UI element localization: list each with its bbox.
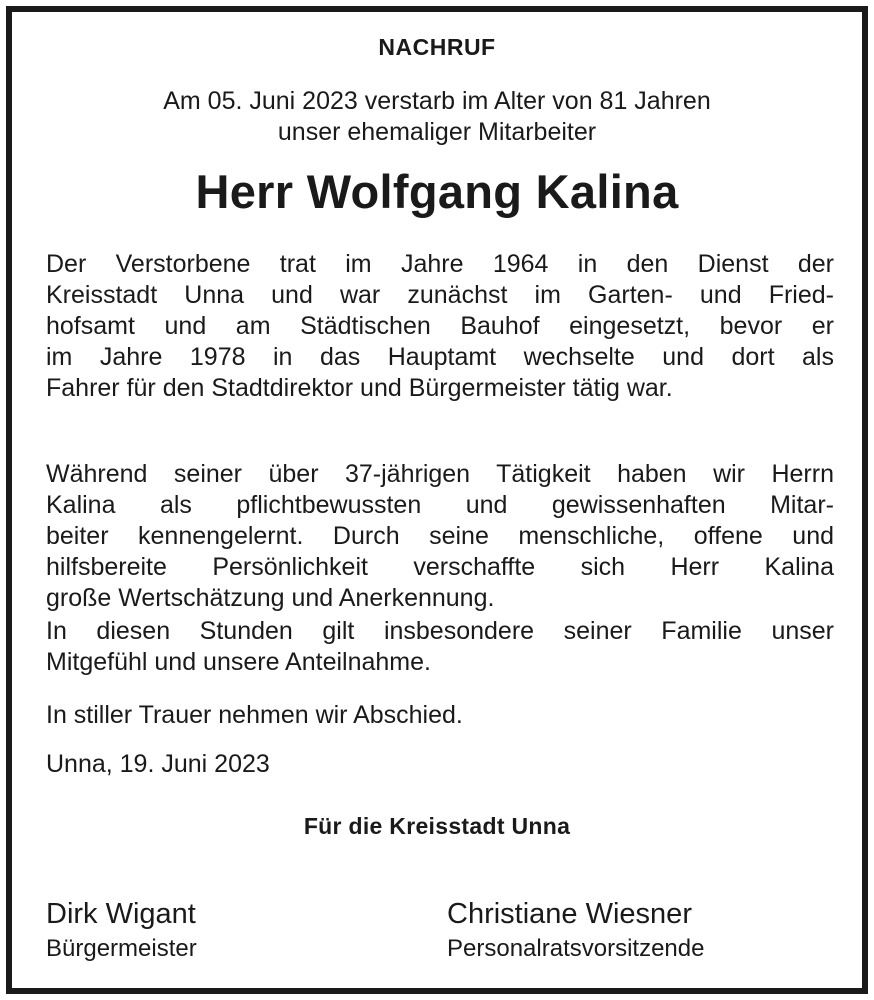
paragraph-line: Kalina als pflichtbewussten und gewissenhaften Mitar-	[46, 491, 834, 519]
organization-line: Für die Kreisstadt Unna	[303, 813, 571, 839]
intro-line-2: unser ehemaliger Mitarbeiter	[277, 118, 597, 146]
signatory-name: Christiane Wiesner	[447, 898, 692, 930]
paragraph-line: beiter kennengelernt. Durch seine menschliche, offene und	[46, 522, 834, 550]
signatory-role: Bürgermeister	[46, 935, 197, 962]
paragraph-line: Während seiner über 37-jährigen Tätigkeit haben wir Herrn	[46, 460, 834, 488]
paragraph-line: hilfsbereite Persönlichkeit verschaffte sich Herr Kalina	[46, 553, 834, 581]
paragraph-line: In diesen Stunden gilt insbesondere seiner Familie unser	[46, 617, 834, 645]
intro-line-1: Am 05. Juni 2023 verstarb im Alter von 81 Jahren	[163, 87, 711, 115]
notice-heading: NACHRUF	[378, 34, 496, 60]
paragraph-farewell	[46, 700, 834, 731]
paragraph-condolence	[46, 616, 834, 678]
signatory-right	[447, 896, 704, 966]
paragraph-line: Kreisstadt Unna und war zunächst im Garten- und Fried-	[46, 281, 834, 309]
paragraph-line: Der Verstorbene trat im Jahre 1964 in den Dienst der	[46, 250, 834, 278]
paragraph-line: Mitgefühl und unsere Anteilnahme.	[46, 648, 431, 676]
deceased-name: Herr Wolfgang Kalina	[195, 165, 679, 218]
place-and-date	[46, 749, 834, 780]
signatory-role: Personalratsvorsitzende	[447, 935, 705, 962]
signatory-name: Dirk Wigant	[46, 898, 196, 930]
paragraph-line: hofsamt und am Städtischen Bauhof eingesetzt, bevor er	[46, 312, 834, 340]
paragraph-appreciation	[46, 459, 834, 614]
paragraph-line: große Wertschätzung und Anerkennung.	[46, 584, 495, 612]
place-date-text: Unna, 19. Juni 2023	[46, 750, 270, 778]
paragraph-line: In stiller Trauer nehmen wir Abschied.	[46, 701, 463, 729]
intro-text	[0, 86, 874, 148]
signatory-left	[46, 896, 197, 966]
paragraph-career	[46, 249, 834, 404]
paragraph-line: im Jahre 1978 in das Hauptamt wechselte und dort als	[46, 343, 834, 371]
paragraph-line: Fahrer für den Stadtdirektor und Bürgermeister tätig war.	[46, 374, 673, 402]
